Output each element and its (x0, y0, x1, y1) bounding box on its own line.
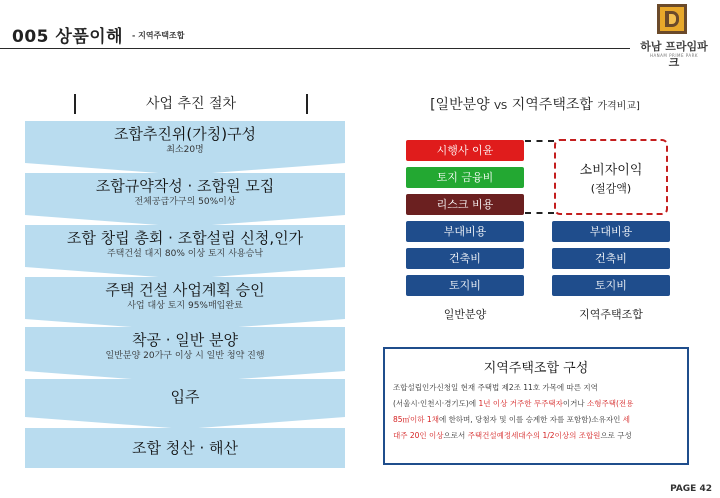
process-step-7 (25, 428, 345, 468)
step-subtitle: 일반분양 20가구 이상 시 일반 청약 진행 (105, 351, 265, 361)
savings-sublabel: (절감액) (590, 182, 632, 195)
process-step-3 (25, 225, 345, 267)
process-step-5 (25, 327, 345, 371)
step-subtitle: 주택건설 대지 80% 이상 토지 사용승낙 (106, 249, 264, 259)
step-subtitle: 전체공급가구의 50%이상 (134, 197, 236, 207)
process-step-1 (25, 121, 345, 163)
cost-incidental-coop: 부대비용 (552, 221, 670, 242)
step-subtitle: 최소20명 (166, 145, 204, 155)
step-title: 착공 · 일반 분양 (131, 331, 238, 349)
composition-text: 조합설립인가신청일 현재 주택법 제2조 11호 가목에 따른 지역 (서울시·인천시·경기도)에 1년 이상 거주한 무주택자이거나 소형주택(전용 85㎡이하 1채에 한하며, 당첨자 및 이를 승계한 자를 포함함)소유자인 세 대주 20인 이상으로서 주택건설예정세대수의 1/2이상의 조합원으로 구성 (393, 383, 634, 440)
column-label-general: 일반분양 (443, 308, 487, 321)
dashed-connector-top (525, 140, 554, 142)
header-divider (0, 48, 630, 49)
process-step-6 (25, 379, 345, 417)
cost-construction-coop: 건축비 (552, 248, 670, 269)
cost-developer-profit: 시행사 이윤 (406, 140, 524, 161)
cost-land-finance: 토지 금융비 (406, 167, 524, 188)
step-title: 조합추진위(가칭)구성 (113, 125, 257, 143)
composition-box (383, 347, 689, 465)
step-title: 조합규약작성 · 조합원 모집 (95, 177, 275, 195)
process-heading: 사업 추진 절차 (74, 94, 308, 114)
consumer-savings-box (554, 139, 668, 215)
logo-english-name: HANAM PRIME PARK (649, 53, 699, 58)
step-title: 입주 (170, 388, 200, 406)
page-number: PAGE 42 (670, 484, 712, 494)
cost-incidental-general: 부대비용 (406, 221, 524, 242)
logo-icon (657, 4, 687, 34)
cost-risk: 리스크 비용 (406, 194, 524, 215)
column-label-coop: 지역주택조합 (579, 308, 643, 321)
page-subtitle: - 지역주택조합 (132, 31, 185, 40)
savings-label: 소비자이익 (579, 163, 643, 178)
cost-land-coop: 토지비 (552, 275, 670, 296)
logo-name: 하남 프라임파크 (640, 40, 708, 69)
step-title: 주택 건설 사업계획 승인 (105, 281, 265, 299)
step-title: 조합 청산 · 해산 (131, 439, 238, 457)
cost-construction-general: 건축비 (406, 248, 524, 269)
cost-land-general: 토지비 (406, 275, 524, 296)
page-title: 005 상품이해 (12, 27, 124, 47)
process-step-2 (25, 173, 345, 215)
dashed-connector-bottom (525, 212, 554, 214)
process-step-4 (25, 277, 345, 319)
composition-title: 지역주택조합 구성 (483, 361, 589, 376)
step-subtitle: 사업 대상 토지 95%매입완료 (127, 301, 243, 311)
step-title: 조합 창립 총회 · 조합설립 신청,인가 (66, 229, 304, 247)
comparison-title: [일반분양 VS 지역주택조합 가격비교] (430, 97, 640, 113)
